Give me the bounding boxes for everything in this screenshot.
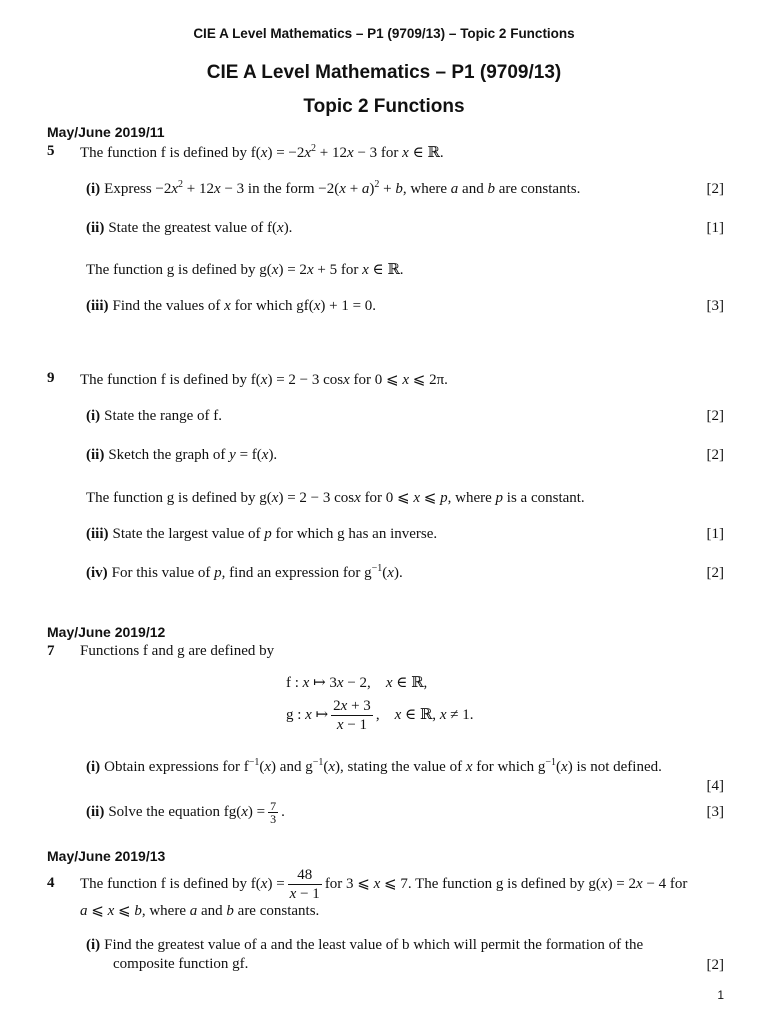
marks: [2] (706, 447, 724, 463)
part-text: State the range of f. (104, 408, 223, 424)
function-definition-f: f : x ↦ 3x − 2, x ∈ ℝ, (286, 675, 428, 691)
marks: [4] (706, 778, 724, 794)
function-definition-g: g : x ↦ $\frac{2x + 3}{x - 1}$ , x ∈ ℝ, x ≠ 1. (286, 698, 474, 733)
marks: [2] (706, 408, 724, 424)
question-stem: The function f is defined by f(x) = $\frac{48}{x - 1}$ for 3 ⩽ x ⩽ 7. The function g is defined by g(x) = 2x − 4 for (80, 867, 688, 902)
fraction: $\frac{2x + 3}{x - 1}$ (333, 698, 371, 733)
part-label: (i) (86, 759, 101, 775)
running-header: CIE A Level Mathematics – P1 (9709/13) – Topic 2 Functions (193, 26, 575, 41)
page-number: 1 (717, 988, 724, 1002)
question-part: (iv) For this value of p, find an expression for $g^{-1}(x)$. (86, 563, 403, 581)
question-stem: Functions f and g are defined by (80, 643, 275, 659)
part-label: (ii) (86, 220, 105, 236)
question-part: (ii) Sketch the graph of y = f(x). (86, 447, 278, 463)
marks: [2] (706, 565, 724, 581)
question-text: The function g is defined by g(x) = 2x + 5 for x ∈ ℝ. (86, 262, 404, 278)
question-number: 4 (47, 875, 55, 891)
part-label: (i) (86, 181, 101, 197)
question-number: 7 (47, 643, 55, 659)
part-text: Find the greatest value of a and the least value of b which will permit the formation of the (104, 937, 644, 953)
fraction: $\frac{7}{3}$ (270, 799, 277, 826)
question-text: The function g is defined by g(x) = 2 − 3 cosx for 0 ⩽ x ⩽ p, where p is a constant. (86, 490, 585, 506)
marks: [1] (706, 220, 724, 236)
part-label: (i) (86, 937, 101, 953)
marks: [2] (706, 181, 724, 197)
question-part: (iii) Find the values of x for which gf(x) + 1 = 0. (86, 298, 377, 314)
question-part: (iii) State the largest value of p for which g has an inverse. (86, 526, 438, 542)
part-label: (ii) (86, 803, 105, 820)
question-part: (i) Express $-2x^2 + 12x - 3$ in the form $-2(x + a)^2 + b$, where a and b are constants. (86, 179, 581, 197)
part-label: (iii) (86, 526, 109, 542)
section-label: May/June 2019/11 (47, 124, 165, 140)
question-part: (ii) Solve the equation fg(x) = $\frac{7}{3}$ . (86, 799, 285, 826)
marks: [2] (706, 957, 724, 973)
page-title: CIE A Level Mathematics – P1 (9709/13) (206, 62, 562, 83)
section-label: May/June 2019/13 (47, 848, 166, 864)
part-text-continued: composite function gf. (113, 956, 249, 972)
question-part: (ii) State the greatest value of f(x). (86, 220, 293, 236)
marks: [3] (706, 804, 724, 820)
question-stem: The function f is defined by f(x) = 2 − 3 cosx for 0 ⩽ x ⩽ 2π. (80, 372, 448, 388)
marks: [3] (706, 298, 724, 314)
question-stem-continued: a ⩽ x ⩽ b, where a and b are constants. (80, 903, 320, 919)
question-stem: The function f is defined by $f(x) = -2x^2 + 12x - 3$ for x ∈ ℝ. (80, 143, 444, 161)
part-label: (iii) (86, 298, 109, 314)
part-label: (i) (86, 408, 101, 424)
part-label: (ii) (86, 447, 105, 463)
page-subtitle: Topic 2 Functions (303, 96, 465, 117)
question-part (86, 937, 643, 954)
question-part: (i) Obtain expressions for $f^{-1}(x)$ and $g^{-1}(x)$, stating the value of x for which $g^{-1}(x)$ is not defined. (86, 757, 662, 775)
part-label: (iv) (86, 565, 108, 581)
section-label: May/June 2019/12 (47, 624, 166, 640)
marks: [1] (706, 526, 724, 542)
fraction: $\frac{48}{x - 1}$ (289, 867, 320, 902)
question-number: 5 (47, 143, 55, 159)
question-part (86, 408, 222, 425)
question-number: 9 (47, 370, 55, 386)
